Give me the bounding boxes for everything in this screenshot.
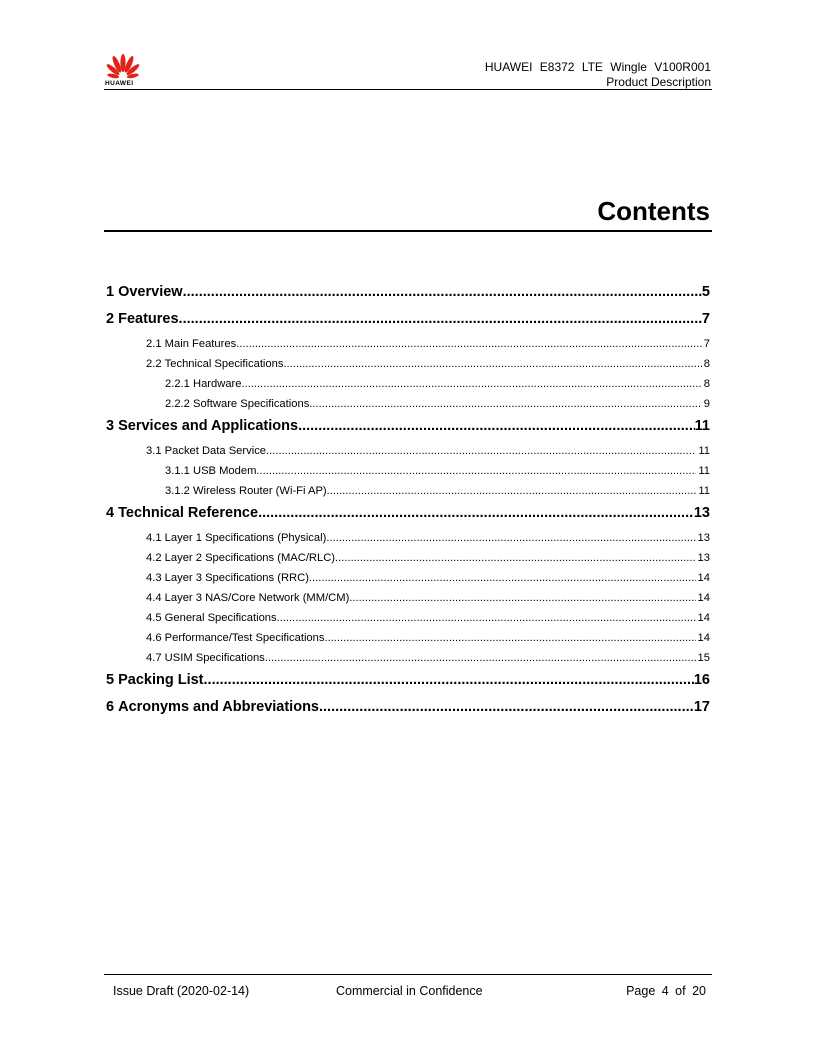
toc-dot-leader xyxy=(283,357,701,371)
table-of-contents xyxy=(106,283,710,725)
toc-entry-page: 14 xyxy=(697,612,710,624)
toc-entry-page: 11 xyxy=(698,445,710,457)
toc-dot-leader xyxy=(326,531,695,545)
toc-dot-leader xyxy=(256,464,696,478)
toc-entry[interactable] xyxy=(106,283,710,310)
toc-entry-number: 2 xyxy=(106,311,119,327)
toc-entry-label: Services and Applications xyxy=(118,418,299,434)
toc-entry-number: 3.1.1 xyxy=(165,465,193,477)
toc-entry[interactable] xyxy=(106,611,710,631)
toc-entry-number: 3.1 xyxy=(146,445,165,457)
toc-entry[interactable] xyxy=(106,484,710,504)
toc-entry-page: 11 xyxy=(698,465,710,477)
toc-entry-page: 15 xyxy=(697,652,710,664)
toc-dot-leader xyxy=(298,417,695,435)
toc-entry[interactable] xyxy=(106,444,710,464)
toc-entry[interactable] xyxy=(106,417,710,444)
toc-entry-label: Layer 1 Specifications (Physical) xyxy=(164,532,327,544)
toc-entry-number: 4.6 xyxy=(146,632,165,644)
toc-dot-leader xyxy=(204,671,694,689)
toc-entry-label: Performance/Test Specifications xyxy=(164,632,325,644)
toc-entry-page: 11 xyxy=(694,418,710,434)
toc-entry-number: 4.5 xyxy=(146,612,165,624)
toc-entry[interactable] xyxy=(106,531,710,551)
toc-dot-leader xyxy=(309,571,696,585)
footer-page-number: Page 4 of 20 xyxy=(626,984,706,998)
footer-issue: Issue Draft (2020-02-14) xyxy=(113,984,250,998)
toc-dot-leader xyxy=(266,444,696,458)
toc-entry-number: 2.2.1 xyxy=(165,378,193,390)
toc-dot-leader xyxy=(349,591,695,605)
logo-wordmark: HUAWEI xyxy=(105,80,134,87)
toc-entry-label: Features xyxy=(118,311,179,327)
toc-entry[interactable] xyxy=(106,464,710,484)
document-type: Product Description xyxy=(606,75,711,89)
toc-entry[interactable] xyxy=(106,651,710,671)
toc-entry-page: 7 xyxy=(701,311,710,327)
toc-entry-page: 8 xyxy=(703,378,710,390)
toc-entry-number: 4.1 xyxy=(146,532,165,544)
toc-entry-page: 5 xyxy=(701,284,710,300)
toc-entry-label: Technical Specifications xyxy=(164,358,284,370)
toc-entry-label: Overview xyxy=(118,284,183,300)
toc-entry-page: 9 xyxy=(703,398,710,410)
toc-entry-number: 4.4 xyxy=(146,592,165,604)
toc-entry-page: 13 xyxy=(697,532,710,544)
toc-dot-leader xyxy=(179,310,702,328)
toc-dot-leader xyxy=(327,484,697,498)
toc-entry-number: 2.2 xyxy=(146,358,165,370)
toc-entry[interactable] xyxy=(106,591,710,611)
toc-entry-page: 8 xyxy=(703,358,710,370)
toc-entry[interactable] xyxy=(106,631,710,651)
toc-entry-page: 16 xyxy=(693,672,710,688)
toc-dot-leader xyxy=(309,397,701,411)
toc-entry-label: USB Modem xyxy=(193,465,257,477)
toc-entry-page: 11 xyxy=(698,485,710,497)
toc-dot-leader xyxy=(319,698,694,716)
toc-entry-label: Layer 3 NAS/Core Network (MM/CM) xyxy=(164,592,350,604)
toc-entry[interactable] xyxy=(106,671,710,698)
toc-entry-number: 3.1.2 xyxy=(165,485,193,497)
toc-entry[interactable] xyxy=(106,571,710,591)
toc-entry-label: Acronyms and Abbreviations xyxy=(118,699,319,715)
toc-entry-number: 4.3 xyxy=(146,572,165,584)
toc-dot-leader xyxy=(277,611,696,625)
toc-entry-page: 14 xyxy=(697,572,710,584)
toc-entry-page: 14 xyxy=(697,592,710,604)
toc-entry-label: Main Features xyxy=(164,338,237,350)
toc-entry-label: Packing List xyxy=(118,672,204,688)
toc-entry-page: 17 xyxy=(693,699,710,715)
toc-dot-leader xyxy=(324,631,695,645)
toc-entry-page: 13 xyxy=(697,552,710,564)
toc-entry-page: 7 xyxy=(703,338,710,350)
toc-entry[interactable] xyxy=(106,698,710,725)
footer-confidentiality: Commercial in Confidence xyxy=(336,984,483,998)
toc-entry-label: Packet Data Service xyxy=(164,445,267,457)
toc-dot-leader xyxy=(335,551,696,565)
toc-entry-number: 1 xyxy=(106,284,119,300)
toc-entry-label: Layer 3 Specifications (RRC) xyxy=(164,572,309,584)
toc-entry[interactable] xyxy=(106,551,710,571)
toc-entry-number: 3 xyxy=(106,418,119,434)
header-divider xyxy=(104,89,712,90)
toc-entry[interactable] xyxy=(106,397,710,417)
title-divider xyxy=(104,230,712,232)
toc-entry-number: 6 xyxy=(106,699,119,715)
toc-entry-number: 2.2.2 xyxy=(165,398,193,410)
toc-entry-number: 5 xyxy=(106,672,119,688)
toc-entry[interactable] xyxy=(106,310,710,337)
toc-entry-number: 4.7 xyxy=(146,652,165,664)
toc-entry-page: 13 xyxy=(693,505,710,521)
toc-entry-number: 4.2 xyxy=(146,552,165,564)
document-product-title: HUAWEI E8372 LTE Wingle V100R001 xyxy=(484,60,711,74)
toc-entry-number: 2.1 xyxy=(146,338,165,350)
toc-entry[interactable] xyxy=(106,357,710,377)
page-header xyxy=(485,60,711,90)
toc-entry[interactable] xyxy=(106,337,710,357)
page-title: Contents xyxy=(597,196,710,226)
toc-dot-leader xyxy=(236,337,702,351)
toc-entry-label: Technical Reference xyxy=(118,505,259,521)
toc-entry-label: Layer 2 Specifications (MAC/RLC) xyxy=(164,552,336,564)
toc-entry-label: Software Specifications xyxy=(193,398,310,410)
toc-dot-leader xyxy=(242,377,702,391)
toc-dot-leader xyxy=(258,504,694,522)
toc-entry[interactable] xyxy=(106,504,710,531)
toc-entry-page: 14 xyxy=(697,632,710,644)
toc-entry-label: USIM Specifications xyxy=(164,652,265,664)
toc-entry-number: 4 xyxy=(106,505,119,521)
toc-dot-leader xyxy=(265,651,696,665)
toc-entry-label: Wireless Router (Wi-Fi AP) xyxy=(193,485,327,497)
toc-dot-leader xyxy=(183,283,702,301)
footer-divider xyxy=(104,974,712,975)
toc-entry-label: Hardware xyxy=(193,378,242,390)
toc-entry-label: General Specifications xyxy=(164,612,277,624)
toc-entry[interactable] xyxy=(106,377,710,397)
